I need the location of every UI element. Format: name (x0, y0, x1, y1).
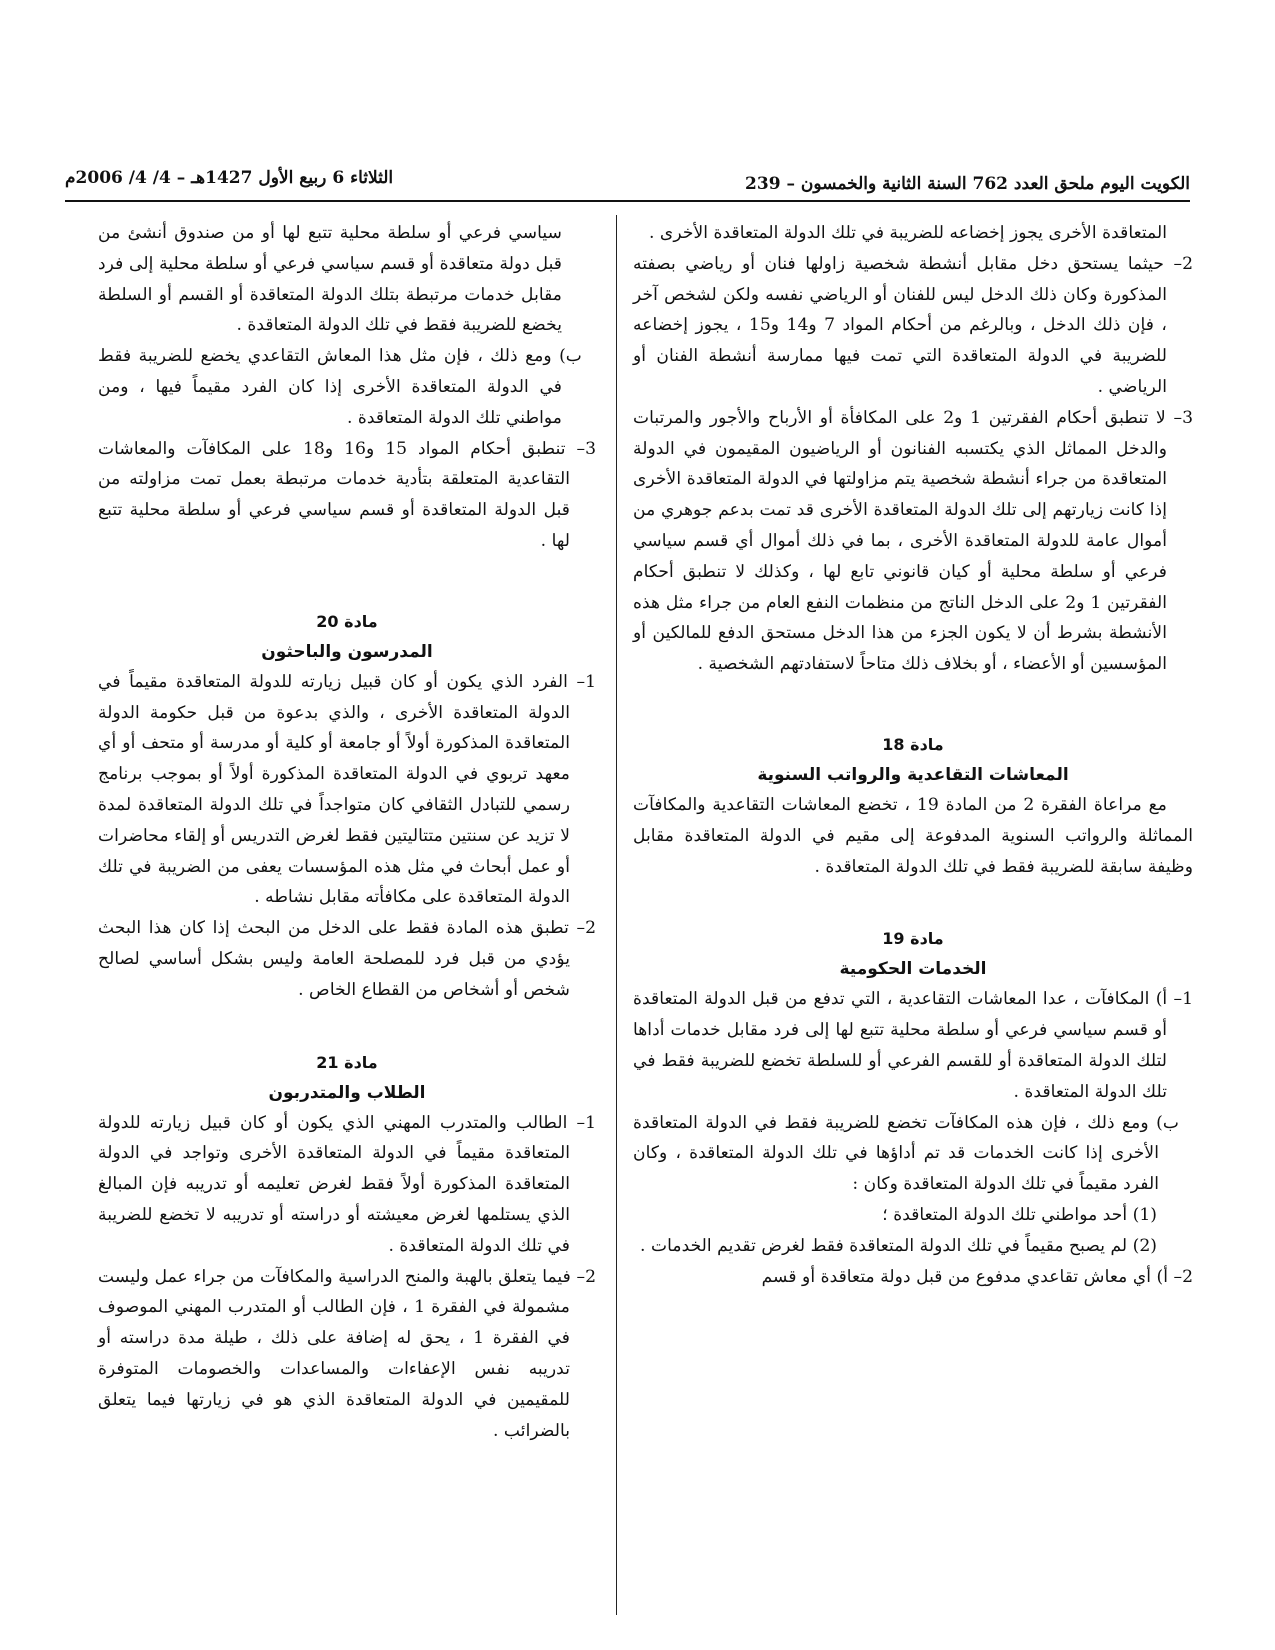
article-19-clause-1a: 1– أ) المكافآت ، عدا المعاشات التقاعدية ، التي تدفع من قبل الدولة المتعاقدة أو قسم سياسي فرعي أو سلطة محلية تتبع لها إلى فرد مقابل خدمات أداها لتلك الدولة المتعاقدة أو للقسم الفرعي أو للسلطة تخضع للضريبة فقط في تلك الدولة المتعاقدة . (633, 989, 1193, 1102)
header-date: الثلاثاء 6 ربيع الأول 1427هـ – 4/ 4/ 2006م (65, 168, 394, 188)
article-20-number: مادة 20 (316, 611, 378, 631)
clause-2: 2– حيثما يستحق دخل مقابل أنشطة شخصية زاولها فنان أو رياضي بصفته المذكورة وكان ذلك الدخل ليس للفنان أو الرياضي نفسه ولكن لشخص آخر ، فإن ذلك الدخل ، وبالرغم من أحكام المواد 7 و14 و15 ، يجوز إخضاعه للضريبة في الدولة المتعاقدة التي تمت فيها ممارسة أنشطة الفنان أو الرياضي . (633, 253, 1193, 397)
paragraph-continuation: المتعاقدة الأخرى يجوز إخضاعه للضريبة في تلك الدولة المتعاقدة الأخرى . (648, 223, 1167, 243)
article-21-clause-2: 2– فيما يتعلق بالهبة والمنح الدراسية والمكافآت من جراء عمل وليست مشمولة في الفقرة 1 ، فإن الطالب أو المتدرب المهني الموصوف في الفقرة 1 ، يحق له إضافة على ذلك ، طيلة مدة دراسته أو تدريبه نفس الإعفاءات والمساعدات والخصومات المتوفرة للمقيمين في الدولة المتعاقدة الذي هو في زيارتها فيما يتعلق بالضرائب . (98, 1266, 596, 1441)
article-20-title: المدرسون والباحثون (261, 641, 433, 662)
page-header (65, 160, 1190, 202)
spacer (98, 1006, 596, 1048)
article-21-number: مادة 21 (316, 1052, 378, 1072)
spacer (633, 680, 1193, 730)
article-19-clause-1b: ب) ومع ذلك ، فإن هذه المكافآت تخضع للضريبة فقط في الدولة المتعاقدة الأخرى إذا كانت الخدمات قد تم أداؤها في تلك الدولة المتعاقدة ، وكان الفرد مقيماً في تلك الدولة المتعاقدة وكان : (633, 1112, 1179, 1195)
article-19-title: الخدمات الحكومية (839, 959, 987, 980)
header-publication-info: الكويت اليوم ملحق العدد 762 السنة الثانية والخمسون – 239 (745, 174, 1190, 194)
article-19-clause-3: 3– تنطبق أحكام المواد 15 و16 و18 على المكافآت والمعاشات التقاعدية المتعلقة بتأدية خدمات مرتبطة بعمل تمت مزاولته من قبل الدولة المتعاقدة أو قسم سياسي فرعي أو سلطة محلية تتبع لها . (98, 438, 596, 551)
article-19-clause-1b-2: (2) لم يصبح مقيماً في تلك الدولة المتعاقدة فقط لغرض تقديم الخدمات . (640, 1235, 1157, 1256)
left-column (98, 218, 596, 1446)
spacer (633, 882, 1193, 924)
article-21-title: الطلاب والمتدربون (268, 1082, 426, 1103)
article-21-clause-1: 1– الطالب والمتدرب المهني الذي يكون أو كان قبيل زيارته للدولة المتعاقدة مقيماً في الدولة المتعاقدة الأخرى وتواجد في الدولة المتعاقدة المذكورة أولاً فقط لغرض تعليمه أو تدريبه فإن المبالغ الذي يستلمها لغرض معيشته أو دراسته أو تدريبه لا تخضع للضريبة في تلك الدولة المتعاقدة . (98, 1112, 596, 1256)
article-19-clause-1b-1: (1) أحد مواطني تلك الدولة المتعاقدة ؛ (882, 1204, 1157, 1225)
article-19-clause-2b: ب) ومع ذلك ، فإن مثل هذا المعاش التقاعدي يخضع للضريبة فقط في الدولة المتعاقدة الأخرى إذا كان الفرد مقيماً فيها ، ومن مواطني تلك الدولة المتعاقدة . (98, 346, 582, 428)
article-19-clause-2a: 2– أ) أي معاش تقاعدي مدفوع من قبل دولة متعاقدة أو قسم (761, 1266, 1193, 1287)
article-20-clause-2: 2– تطبق هذه المادة فقط على الدخل من البحث إذا كان هذا البحث يؤدي من قبل فرد للمصلحة العامة وليس بشكل أساسي لصالح شخص أو أشخاص من القطاع الخاص . (98, 918, 596, 1000)
article-19-clause-2a-continuation: سياسي فرعي أو سلطة محلية تتبع لها أو من صندوق أنشئ من قبل دولة متعاقدة أو قسم سياسي فرعي أو سلطة محلية إلى فرد مقابل خدمات مرتبطة بتلك الدولة المتعاقدة أو القسم أو السلطة يخضع للضريبة فقط في تلك الدولة المتعاقدة . (98, 223, 562, 336)
article-20-clause-1: 1– الفرد الذي يكون أو كان قبيل زيارته للدولة المتعاقدة مقيماً في الدولة المتعاقدة الأخرى ، والذي بدعوة من قبل حكومة الدولة المتعاقدة المذكورة أولاً أو جامعة أو كلية أو مدرسة أو متحف أو أي معهد تربوي في الدولة المتعاقدة المذكورة أولاً أو بموجب برنامج رسمي للتبادل الثقافي كان متواجداً في تلك الدولة المتعاقدة لمدة لا تزيد عن سنتين متتاليتين فقط لغرض التدريس أو إلقاء محاضرات أو عمل أبحاث في مثل هذه المؤسسات يعفى من الضريبة في تلك الدولة المتعاقدة على مكافأته مقابل نشاطه . (98, 671, 596, 908)
column-divider (616, 215, 617, 1615)
spacer (98, 557, 596, 607)
article-18-title: المعاشات التقاعدية والرواتب السنوية (757, 764, 1069, 785)
right-column (633, 218, 1193, 1292)
article-19-number: مادة 19 (882, 929, 944, 949)
clause-3: 3– لا تنطبق أحكام الفقرتين 1 و2 على المكافأة أو الأرباح والأجور والمرتبات والدخل المماثل الذي يكتسبه الفنانون أو الرياضيون المقيمون في الدولة المتعاقدة من جراء أنشطة شخصية يتم مزاولتها في الدولة المتعاقدة الأخرى إذا كانت زيارتهم إلى تلك الدولة المتعاقدة الأخرى قد تمت بدعم جوهري من أموال عامة للدولة المتعاقدة الأخرى ، بما في ذلك أموال أي قسم سياسي فرعي أو سلطة محلية أو كيان قانوني تابع لها ، وكذلك لا تنطبق أحكام الفقرتين 1 و2 على الدخل الناتج من منظمات النفع العام من جراء مثل هذه الأنشطة بشرط أن لا يكون الجزء من هذا الدخل مستحق الدفع للمالكين أو المؤسسين أو الأعضاء ، أو بخلاف ذلك متاحاً لاستفادتهم الشخصية . (633, 407, 1194, 675)
article-18-number: مادة 18 (882, 734, 944, 754)
article-18-text: مع مراعاة الفقرة 2 من المادة 19 ، تخضع المعاشات التقاعدية والمكافآت المماثلة والرواتب السنوية المدفوعة إلى مقيم في الدولة المتعاقدة مقابل وظيفة سابقة للضريبة فقط في تلك الدولة المتعاقدة . (633, 794, 1193, 877)
